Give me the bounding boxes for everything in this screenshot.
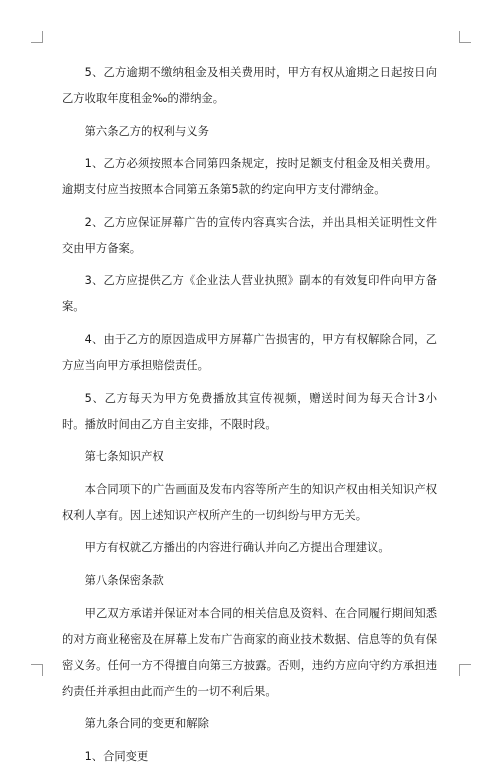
article-heading: 第九条合同的变更和解除: [84, 717, 209, 731]
article-heading: 第六条乙方的权利与义务: [84, 124, 209, 138]
clause-paragraph: 5、乙方每天为甲方免费播放其宣传视频，赠送时间为每天合计3小时。播放时间由乙方自主安排，不限时段。: [62, 391, 437, 431]
clause-paragraph: 本合同项下的广告画面及发布内容等所产生的知识产权由相关知识产权权利人享有。因上述知识产权所产生的一切纠纷与甲方无关。: [62, 482, 437, 522]
article-heading: 第八条保密条款: [84, 573, 164, 587]
crop-mark-top-left: [31, 31, 43, 43]
clause-paragraph: 甲方有权就乙方播出的内容进行确认并向乙方提出合理建议。: [84, 541, 390, 555]
clause-paragraph: 1、乙方必须按照本合同第四条规定，按时足额支付租金及相关费用。逾期支付应当按照本合同第五条第5款的约定向甲方支付滞纳金。: [62, 157, 437, 197]
clause-paragraph: 5、乙方逾期不缴纳租金及相关费用时，甲方有权从逾期之日起按日向乙方收取年度租金‰的滞纳金。: [62, 66, 437, 105]
clause-paragraph: 2、乙方应保证屏幕广告的宣传内容真实合法，并出具相关证明性文件交由甲方备案。: [62, 215, 437, 255]
clause-paragraph: 3、乙方应提供乙方《企业法人营业执照》副本的有效复印件向甲方备案。: [62, 274, 437, 314]
crop-mark-bottom-right: [459, 664, 471, 676]
document-page: [62, 60, 437, 776]
crop-mark-bottom-left: [31, 664, 43, 676]
clause-paragraph: 1、合同变更: [84, 749, 149, 763]
article-heading: 第七条知识产权: [84, 450, 164, 464]
crop-mark-top-right: [459, 31, 471, 43]
clause-paragraph: 甲乙双方承诺并保证对本合同的相关信息及资料、在合同履行期间知悉的对方商业秘密及在屏幕上发布广告商家的商业技术数据、信息等的负有保密义务。任何一方不得擅自向第三方披露。否则，违约方应向守约方承担违约责任并承担由此而产生的一切不利后果。: [62, 606, 437, 698]
clause-paragraph: 4、由于乙方的原因造成甲方屏幕广告损害的，甲方有权解除合同，乙方应当向甲方承担赔偿责任。: [62, 332, 437, 372]
